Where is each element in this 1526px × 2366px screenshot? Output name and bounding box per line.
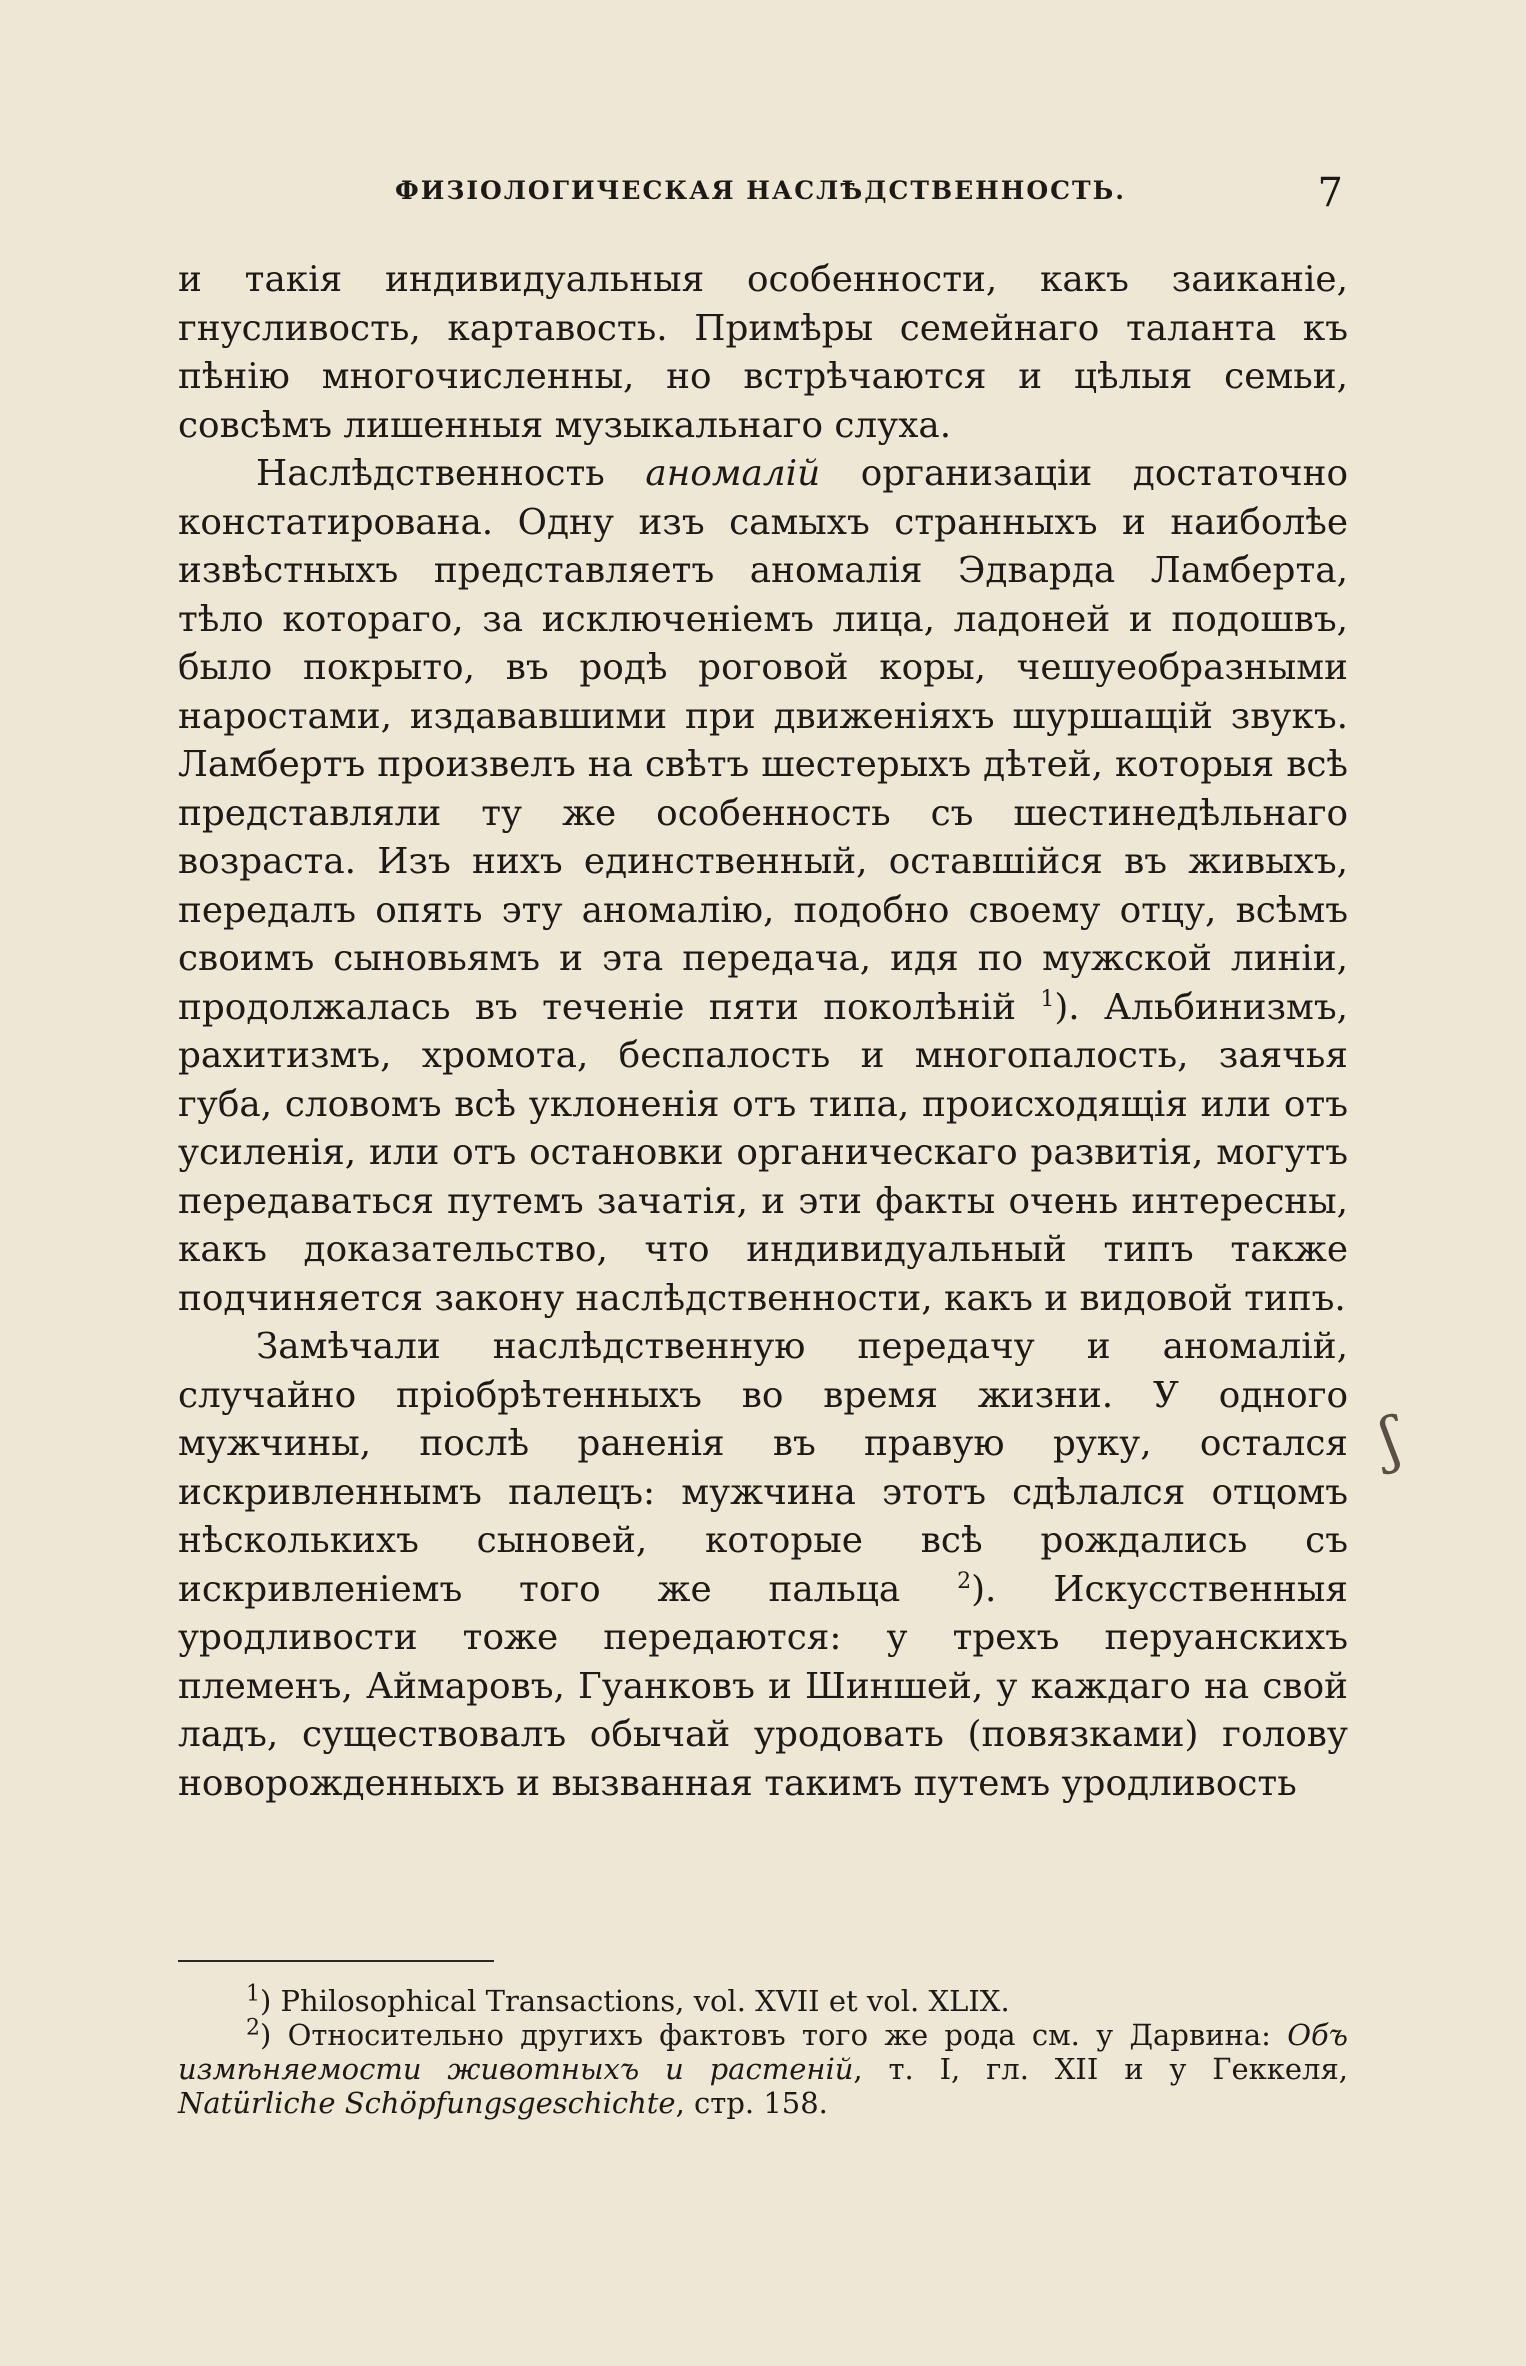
paragraph-3-start: Замѣчали наслѣдственную передачу и аномалій, случайно пріобрѣтенныхъ во время жизни. У одного мужчины, послѣ раненія въ правую руку, остался искривленнымъ палецъ: мужчина этотъ сдѣлался отцомъ нѣсколькихъ сыновей, которые всѣ рождались съ искривленіемъ того же пальца xyxy=(178,1326,1348,1610)
footnote-2-middle: , т. I, гл. XII и у Геккеля, xyxy=(853,2052,1348,2086)
emphasis-anomalies: аномалій xyxy=(645,453,821,494)
paragraph-1: и такія индивидуальныя особенности, какъ заиканіе, гнусливость, картавость. Примѣры семейнаго таланта къ пѣнію многочисленны, но встрѣчаются и цѣлыя семьи, совсѣмъ лишенныя музыкальнаго слуха. xyxy=(178,259,1348,446)
paragraph-3 xyxy=(178,1323,1348,1808)
footnote-2-title-haeckel: Natürliche Schöpfungsgeschichte xyxy=(178,2086,676,2120)
paragraph-2-start: Наслѣдственность xyxy=(256,453,646,494)
footnote-divider xyxy=(178,1960,494,1962)
footnote-1-text: ) Philosophical Transactions, vol. XVII et vol. XLIX. xyxy=(260,1984,1010,2018)
main-text xyxy=(178,256,1348,1808)
footnote-2-marker: 2 xyxy=(246,2015,260,2041)
paragraph-2 xyxy=(178,450,1348,1323)
footnote-2-title-darwin: Объ измѣняемости животныхъ и растеній xyxy=(178,2018,1348,2086)
footnote-1 xyxy=(178,1981,1348,2018)
page-number: 7 xyxy=(1317,170,1343,216)
page-header xyxy=(178,170,1343,220)
footnote-ref-1: 1 xyxy=(1040,986,1055,1012)
running-title: ФИЗІОЛОГИЧЕСКАЯ НАСЛѢДСТВЕННОСТЬ. xyxy=(394,176,1126,205)
paragraph-2-body: организаціи достаточно констатирована. Одну изъ самыхъ странныхъ и наиболѣе извѣстныхъ представляетъ аномалія Эдварда Ламберта, тѣло котораго, за исключеніемъ лица, ладоней и подошвъ, было покрыто, въ родѣ роговой коры, чешуеобразными наростами, издававшими при движеніяхъ шуршащій звукъ. Ламбертъ произвелъ на свѣтъ шестерыхъ дѣтей, которыя всѣ представляли ту же особенность съ шестинедѣльнаго возраста. Изъ нихъ единственный, оставшійся въ живыхъ, передалъ опять эту аномалію, подобно своему отцу, всѣмъ своимъ сыновьямъ и эта передача, идя по мужской линіи, продолжалась въ теченіе пяти поколѣній xyxy=(178,453,1349,1028)
footnote-2 xyxy=(178,2015,1348,2120)
paragraph-2-end: ). Альбинизмъ, рахитизмъ, хромота, беспалость и многопалость, заячья губа, словомъ всѣ уклоненія отъ типа, происходящія или отъ усиленія, или отъ остановки органическаго развитія, могутъ передаваться путемъ зачатія, и эти факты очень интересны, какъ доказательство, что индивидуальный типъ также подчиняется закону наслѣдственности, какъ и видовой типъ. xyxy=(178,986,1348,1319)
footnotes xyxy=(178,1981,1348,2120)
margin-pencil-mark: ʃ xyxy=(1374,1404,1406,1476)
paragraph-3-end: ). Искусственныя уродливости тоже передаются: у трехъ перуанскихъ племенъ, Аймаровъ, Гуанковъ и Шиншей, у каждаго на свой ладъ, существовалъ обычай уродовать (повязками) голову новорожденныхъ и вызванная такимъ путемъ уродливость xyxy=(178,1568,1348,1804)
footnote-ref-2: 2 xyxy=(957,1568,972,1594)
footnote-2-end: , стр. 158. xyxy=(675,2086,828,2120)
footnote-2-start: ) Относительно другихъ фактовъ того же рода см. у Дарвина: xyxy=(260,2018,1288,2052)
footnote-1-marker: 1 xyxy=(246,1981,260,2007)
